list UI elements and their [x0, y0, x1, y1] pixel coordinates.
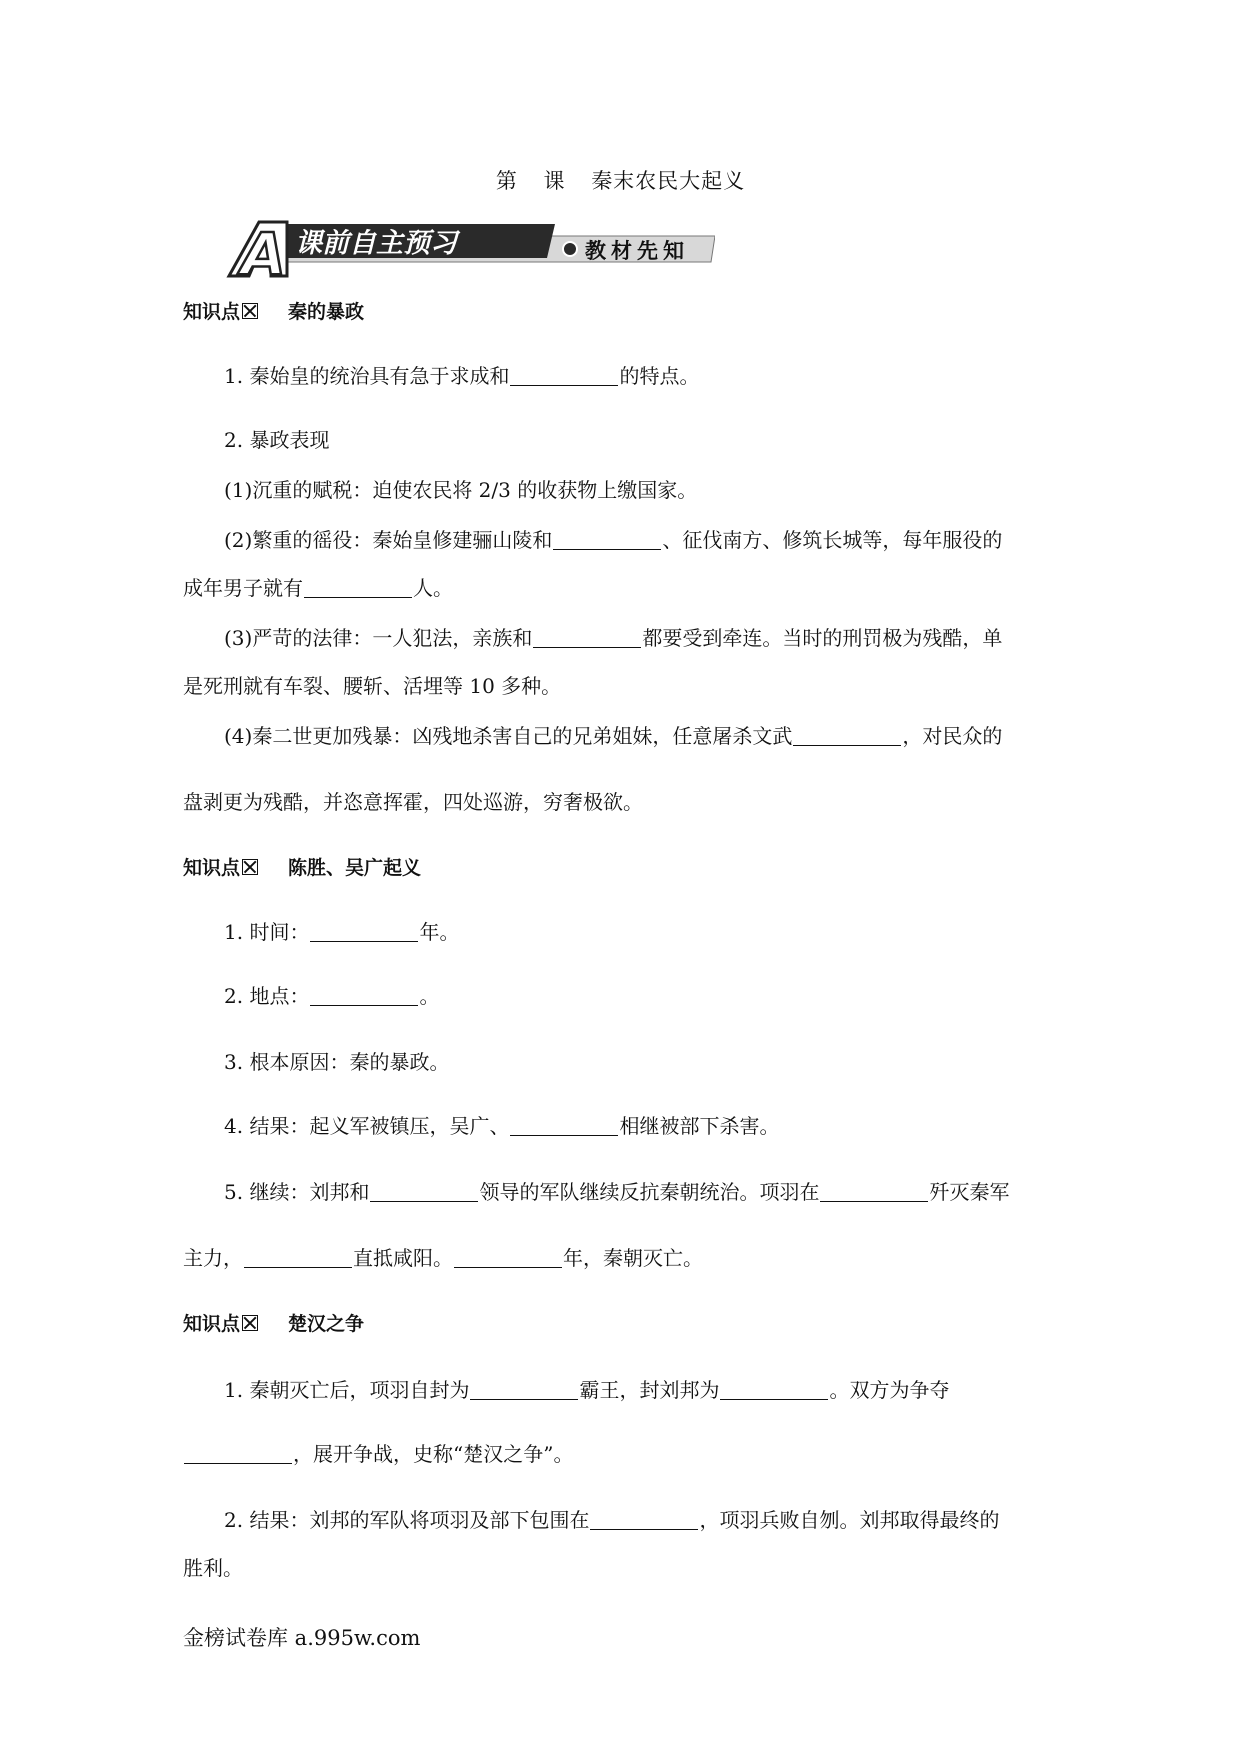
s2-line6: 主力， 直抵咸阳。 年，秦朝灭亡。	[183, 1246, 703, 1270]
s1-line3: (1)沉重的赋税：迫使农民将 2/3 的收获物上缴国家。	[224, 478, 698, 502]
s1-line8: (4)秦二世更加残暴：凶残地杀害自己的兄弟姐妹，任意屠杀文武 ，对民众的	[224, 724, 1003, 748]
s1-line1: 1. 秦始皇的统治具有急于求成和 的特点。	[224, 364, 700, 388]
s3-line3: 2. 结果：刘邦的军队将项羽及部下包围在 ，项羽兵败自刎。刘邦取得最终的	[224, 1508, 1000, 1532]
s1-line4: (2)繁重的徭役：秦始皇修建骊山陵和 、征伐南方、修筑长城等，每年服役的	[224, 528, 1003, 552]
checkbox-icon	[242, 1315, 258, 1331]
s1-line9: 盘剥更为残酷，并恣意挥霍，四处巡游，穷奢极欲。	[183, 790, 643, 814]
blank-field[interactable]	[720, 1379, 828, 1400]
blank-field[interactable]	[553, 529, 661, 550]
banner-main: 课前自主预习	[295, 228, 457, 259]
footer-source: 金榜试卷库 a.995w.com	[183, 1626, 421, 1650]
blank-field[interactable]	[793, 725, 901, 746]
s2-line4: 4. 结果：起义军被镇压，吴广、 相继被部下杀害。	[224, 1114, 780, 1138]
s2-line1: 1. 时间： 年。	[224, 920, 460, 944]
section1-heading: 知识点 秦的暴政	[183, 301, 365, 323]
blank-field[interactable]	[310, 921, 418, 942]
page-title	[0, 165, 1241, 195]
blank-field[interactable]	[184, 1443, 292, 1464]
s3-line1: 1. 秦朝灭亡后，项羽自封为 霸王，封刘邦为 。双方为争夺	[224, 1378, 950, 1402]
s3-line4: 胜利。	[183, 1556, 243, 1580]
s2-line2: 2. 地点： 。	[224, 984, 440, 1008]
blank-field[interactable]	[470, 1379, 578, 1400]
checkbox-icon	[242, 859, 258, 875]
title-part1: 第	[495, 169, 518, 193]
title-part2: 课	[543, 169, 566, 193]
blank-field[interactable]	[533, 627, 641, 648]
blank-field[interactable]	[820, 1181, 928, 1202]
blank-field[interactable]	[454, 1247, 562, 1268]
blank-field[interactable]	[590, 1509, 698, 1530]
s1-line5: 成年男子就有 人。	[183, 576, 453, 600]
banner-letter: A	[241, 220, 286, 280]
blank-field[interactable]	[244, 1247, 352, 1268]
blank-field[interactable]	[370, 1181, 478, 1202]
banner-sub: 教材先知	[585, 239, 689, 263]
s2-line3: 3. 根本原因：秦的暴政。	[224, 1050, 450, 1074]
s1-line6: (3)严苛的法律：一人犯法，亲族和 都要受到牵连。当时的刑罚极为残酷，单	[224, 626, 1003, 650]
banner-dot-icon	[563, 242, 577, 256]
section3-heading: 知识点 楚汉之争	[183, 1313, 365, 1335]
section-banner	[225, 218, 715, 280]
blank-field[interactable]	[510, 365, 618, 386]
blank-field[interactable]	[310, 985, 418, 1006]
checkbox-icon	[242, 303, 258, 319]
section2-heading: 知识点 陈胜、吴广起义	[183, 857, 422, 879]
blank-field[interactable]	[510, 1115, 618, 1136]
s1-line2: 2. 暴政表现	[224, 428, 330, 452]
s1-line7: 是死刑就有车裂、腰斩、活埋等 10 多种。	[183, 674, 562, 698]
title-text: 秦末农民大起义	[591, 169, 746, 193]
s3-line2: ，展开争战，史称“楚汉之争”。	[183, 1442, 1063, 1466]
blank-field[interactable]	[304, 577, 412, 598]
s2-line5: 5. 继续：刘邦和 领导的军队继续反抗秦朝统治。项羽在 歼灭秦军	[224, 1180, 1010, 1204]
